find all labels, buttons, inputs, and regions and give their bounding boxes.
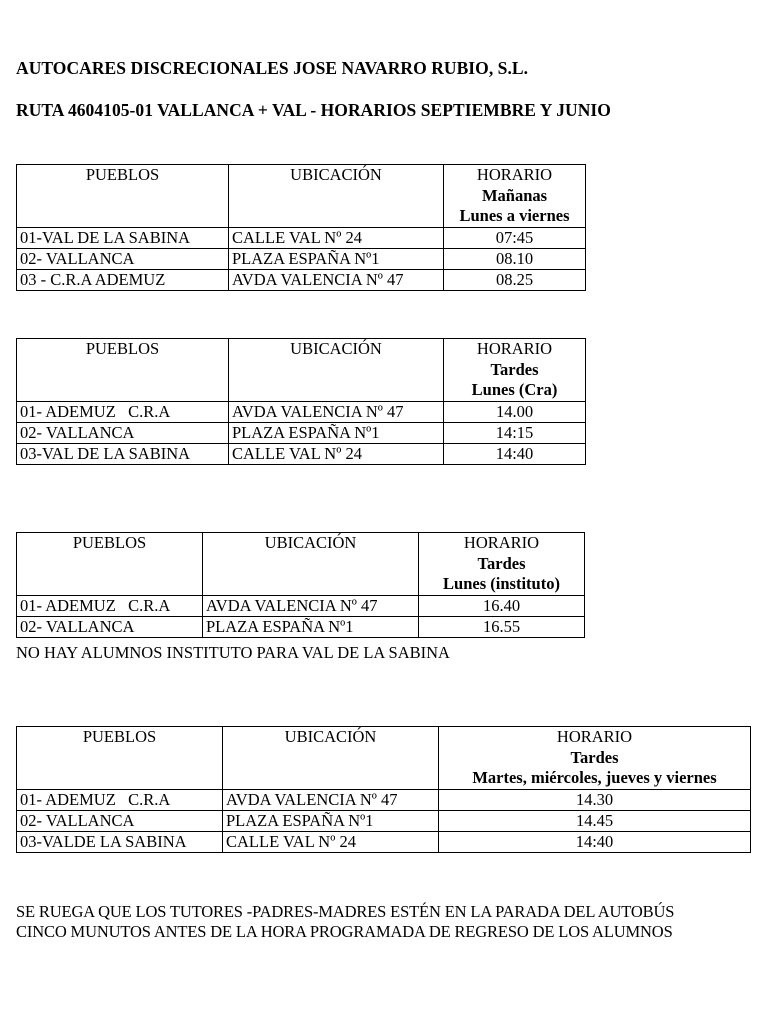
pueblo-cell: 01-VAL DE LA SABINA	[17, 228, 229, 249]
schedule-table-tue-fri	[16, 726, 751, 853]
horario-days: Lunes a viernes	[459, 206, 570, 225]
table-row	[17, 270, 586, 291]
footer-line-1: SE RUEGA QUE LOS TUTORES -PADRES-MADRES ESTÉN EN LA PARADA DEL AUTOBÚS	[16, 902, 675, 921]
ubicacion-cell: PLAZA ESPAÑA Nº1	[203, 617, 419, 638]
table-header-row	[17, 533, 585, 596]
pueblo-cell: 03 - C.R.A ADEMUZ	[17, 270, 229, 291]
pueblo-cell: 01- ADEMUZ C.R.A	[17, 790, 223, 811]
company-title: AUTOCARES DISCRECIONALES JOSE NAVARRO RUBIO, S.L.	[16, 58, 529, 78]
horario-period: Tardes	[570, 747, 619, 767]
header-pueblos: PUEBLOS	[17, 727, 223, 790]
header-horario	[419, 533, 585, 596]
hora-cell: 16.55	[419, 617, 585, 638]
table-row	[17, 423, 586, 444]
hora-cell: 14.30	[439, 790, 751, 811]
pueblo-cell: 02- VALLANCA	[17, 423, 229, 444]
hora-cell: 14:40	[444, 444, 586, 465]
horario-label: HORARIO	[476, 165, 553, 184]
table-row	[17, 402, 586, 423]
hora-cell: 08.25	[444, 270, 586, 291]
hora-cell: 07:45	[444, 228, 586, 249]
header-pueblos: PUEBLOS	[17, 533, 203, 596]
ubicacion-cell: AVDA VALENCIA Nº 47	[229, 402, 444, 423]
header-ubicacion: UBICACIÓN	[203, 533, 419, 596]
header-pueblos: PUEBLOS	[17, 339, 229, 402]
table-header-row	[17, 727, 751, 790]
instituto-note: NO HAY ALUMNOS INSTITUTO PARA VAL DE LA SABINA	[16, 643, 450, 662]
pueblo-cell: 01- ADEMUZ C.R.A	[17, 402, 229, 423]
horario-days: Lunes (Cra)	[471, 380, 558, 399]
header-horario	[439, 727, 751, 790]
horario-label: HORARIO	[556, 727, 633, 746]
table-header-row	[17, 165, 586, 228]
footer-line-2: CINCO MUNUTOS ANTES DE LA HORA PROGRAMADA DE REGRESO DE LOS ALUMNOS	[16, 922, 673, 941]
header-ubicacion: UBICACIÓN	[223, 727, 439, 790]
table-header-row	[17, 339, 586, 402]
header-pueblos: PUEBLOS	[17, 165, 229, 228]
route-title: RUTA 4604105-01 VALLANCA + VAL - HORARIOS SEPTIEMBRE Y JUNIO	[16, 100, 611, 120]
ubicacion-cell: AVDA VALENCIA Nº 47	[229, 270, 444, 291]
table-row	[17, 444, 586, 465]
header-ubicacion: UBICACIÓN	[229, 339, 444, 402]
table-row	[17, 811, 751, 832]
ubicacion-cell: PLAZA ESPAÑA Nº1	[229, 423, 444, 444]
pueblo-cell: 03-VAL DE LA SABINA	[17, 444, 229, 465]
table-row	[17, 617, 585, 638]
schedule-table-monday-cra	[16, 338, 586, 465]
ubicacion-cell: AVDA VALENCIA Nº 47	[203, 596, 419, 617]
table-row	[17, 596, 585, 617]
horario-label: HORARIO	[476, 339, 553, 358]
hora-cell: 14.45	[439, 811, 751, 832]
table-row	[17, 228, 586, 249]
ubicacion-cell: CALLE VAL Nº 24	[229, 228, 444, 249]
hora-cell: 14.00	[444, 402, 586, 423]
table-row	[17, 832, 751, 853]
pueblo-cell: 02- VALLANCA	[17, 811, 223, 832]
pueblo-cell: 02- VALLANCA	[17, 249, 229, 270]
schedule-table-monday-instituto	[16, 532, 585, 638]
ubicacion-cell: CALLE VAL Nº 24	[223, 832, 439, 853]
hora-cell: 14:40	[439, 832, 751, 853]
table-row	[17, 249, 586, 270]
ubicacion-cell: PLAZA ESPAÑA Nº1	[223, 811, 439, 832]
horario-label: HORARIO	[463, 533, 540, 552]
schedule-table-morning	[16, 164, 586, 291]
hora-cell: 16.40	[419, 596, 585, 617]
hora-cell: 08.10	[444, 249, 586, 270]
header-horario	[444, 165, 586, 228]
header-horario	[444, 339, 586, 402]
ubicacion-cell: CALLE VAL Nº 24	[229, 444, 444, 465]
horario-days: Lunes (instituto)	[443, 574, 560, 593]
horario-period: Tardes	[490, 359, 539, 379]
ubicacion-cell: PLAZA ESPAÑA Nº1	[229, 249, 444, 270]
header-ubicacion: UBICACIÓN	[229, 165, 444, 228]
horario-days: Martes, miércoles, jueves y viernes	[472, 768, 717, 787]
pueblo-cell: 03-VALDE LA SABINA	[17, 832, 223, 853]
table-row	[17, 790, 751, 811]
horario-period: Mañanas	[481, 185, 548, 205]
hora-cell: 14:15	[444, 423, 586, 444]
pueblo-cell: 02- VALLANCA	[17, 617, 203, 638]
pueblo-cell: 01- ADEMUZ C.R.A	[17, 596, 203, 617]
horario-period: Tardes	[477, 553, 526, 573]
ubicacion-cell: AVDA VALENCIA Nº 47	[223, 790, 439, 811]
